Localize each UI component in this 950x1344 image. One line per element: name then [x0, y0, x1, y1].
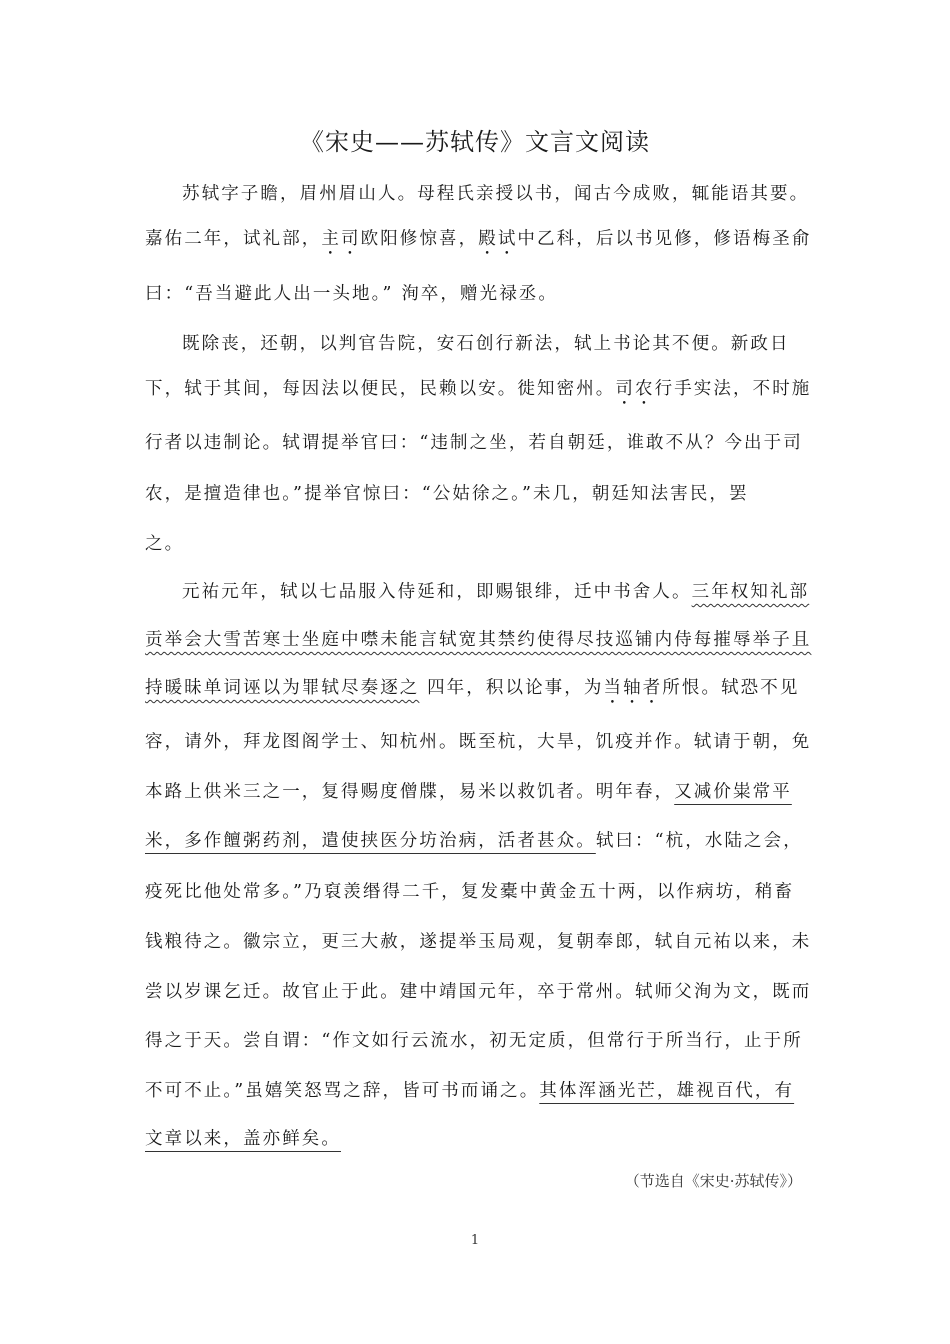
dotted-word-dianshi: 殿试 [478, 229, 518, 249]
source-citation: （节选自《宋史·苏轼传》） [624, 1172, 802, 1190]
text-segment: 下，轼于其间，每因法以便民，民赖以安。徙知密州。 [145, 379, 616, 399]
text-line: 疫死比他处常多。”乃裒羡缗得二千，复发橐中黄金五十两，以作病坊，稍畜 [145, 882, 795, 902]
underlined-text: 米，多作饘粥药剂，遣使挟医分坊治病，活者甚众。 [145, 831, 596, 851]
underlined-text: 其体浑涵光芒，雄视百代，有 [539, 1081, 795, 1101]
wavy-underlined-text: 持暖昧单词诬以为罪轼尽奏逐之 [145, 678, 420, 698]
text-segment: 所恨。轼恐不见 [662, 678, 800, 698]
text-segment: 四年，积以论事，为 [419, 678, 604, 698]
text-segment: 行手实法，不时施 [654, 379, 812, 399]
dotted-word-sinong: 司农 [615, 379, 655, 399]
dotted-word-dangzhouzhe: 当轴者 [603, 678, 663, 698]
text-segment: 轼曰：“杭，水陆之会， [595, 831, 803, 851]
text-line: 农，是擅造律也。”提举官惊曰：“公姑徐之。”未几，朝廷知法害民，罢 [145, 484, 749, 504]
text-line [145, 225, 811, 259]
text-line [145, 827, 803, 852]
text-segment: 本路上供米三之一，复得赐度僧牒，易米以救饥者。明年春， [145, 782, 675, 802]
wavy-underlined-text: 贡举会大雪苦寒士坐庭中噤未能言轼宽其禁约使得尽技巡铺内侍每摧辱举子且 [145, 630, 812, 650]
text-line: 容，请外，拜龙图阁学士、知杭州。既至杭，大旱，饥疫并作。轼请于朝，免 [145, 732, 812, 752]
wavy-underlined-text: 三年权知礼部 [691, 582, 810, 602]
text-line [145, 1077, 794, 1102]
text-line [145, 375, 811, 409]
text-line: 行者以违制论。轼谓提举官曰：“违制之坐，若自朝廷，谁敢不从？今出于司 [145, 433, 803, 453]
text-line: 得之于天。尝自谓：“作文如行云流水，初无定质，但常行于所当行，止于所 [145, 1031, 803, 1051]
text-line: 尝以岁课乞迁。故官止于此。建中靖国元年，卒于常州。轼师父洵为文，既而 [145, 982, 812, 1002]
text-segment: 元祐元年，轼以七品服入侍延和，即赐银绯，迁中书舍人。 [182, 582, 692, 602]
text-line: 曰：“吾当避此人出一头地。” 洵卒，赠光禄丞。 [145, 284, 559, 304]
text-line: 之。 [145, 534, 185, 554]
text-line: 既除丧，还朝，以判官告院，安石创行新法，轼上书论其不便。新政日 [182, 334, 790, 354]
page-number: 1 [470, 1233, 480, 1248]
text-segment: 不可不止。”虽嬉笑怒骂之辞，皆可书而诵之。 [145, 1081, 540, 1101]
text-line [145, 626, 811, 651]
text-line [145, 1125, 341, 1150]
text-segment: 中乙科，后以书见修，修语梅圣俞 [517, 229, 812, 249]
text-line: 苏轼字子瞻，眉州眉山人。母程氏亲授以书，闻古今成败，辄能语其要。 [182, 184, 810, 204]
text-line: 钱粮待之。徽宗立，更三大赦，遂提举玉局观，复朝奉郎，轼自元祐以来，未 [145, 932, 812, 952]
underlined-text: 文章以来，盖亦鲜矣。 [145, 1129, 341, 1149]
text-line [145, 674, 799, 708]
page-title: 《宋史——苏轼传》文言文阅读 [300, 128, 650, 156]
text-segment: 欧阳修惊喜， [360, 229, 479, 249]
text-line [145, 778, 792, 803]
underlined-text: 又减价粜常平 [674, 782, 792, 802]
text-segment: 嘉佑二年，试礼部， [145, 229, 322, 249]
dotted-word-zhusi: 主司 [321, 229, 361, 249]
text-line [182, 578, 809, 603]
